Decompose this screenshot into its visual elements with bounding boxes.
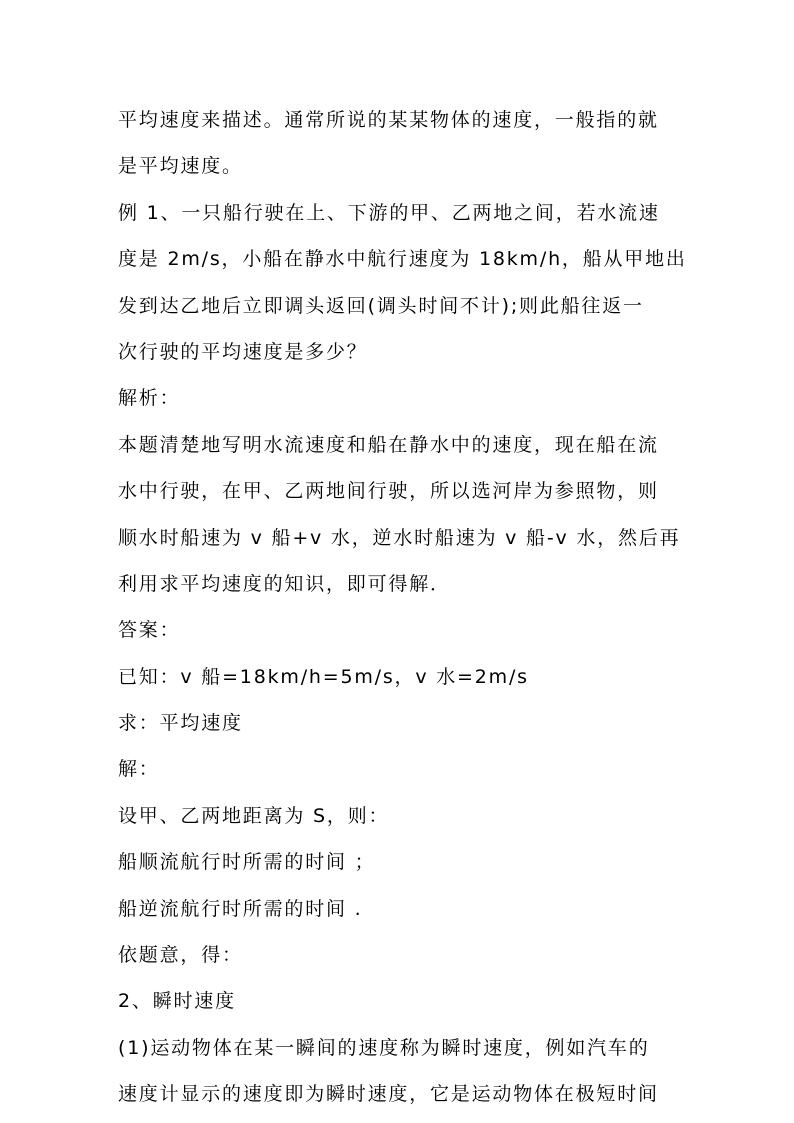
text-line: 求：平均速度	[118, 712, 243, 735]
section-heading: 2、瞬时速度	[118, 990, 236, 1013]
text-line: 依题意，得：	[118, 944, 243, 967]
text-line: 度是 2m/s，小船在静水中航行速度为 18km/h，船从甲地出	[118, 248, 687, 271]
text-line: 船顺流航行时所需的时间 ；	[118, 851, 376, 874]
text-line: 速度计显示的速度即为瞬时速度，它是运动物体在极短时间	[118, 1083, 659, 1106]
text-line: 水中行驶，在甲、乙两地间行驶，所以选河岸为参照物，则	[118, 480, 659, 503]
text-line: 平均速度来描述。通常所说的某某物体的速度，一般指的就	[118, 109, 659, 131]
text-line: 是平均速度。	[118, 155, 243, 178]
section-heading: 解析：	[118, 387, 181, 410]
text-line: 发到达乙地后立即调头返回(调头时间不计);则此船往返一	[118, 294, 644, 317]
text-line: 顺水时船速为 v 船+v 水，逆水时船速为 v 船-v 水，然后再	[118, 526, 681, 549]
document-body	[118, 97, 687, 1118]
text-line: 本题清楚地写明水流速度和船在静水中的速度，现在船在流	[118, 433, 659, 456]
text-line: 利用求平均速度的知识，即可得解．	[118, 572, 451, 595]
text-line: 船逆流航行时所需的时间 .	[118, 897, 363, 920]
section-heading: 答案：	[118, 619, 181, 642]
text-line: 例 1、一只船行驶在上、下游的甲、乙两地之间，若水流速	[118, 201, 660, 224]
text-line: (1)运动物体在某一瞬间的速度称为瞬时速度，例如汽车的	[118, 1036, 650, 1059]
text-line: 设甲、乙两地距离为 S，则：	[118, 804, 390, 827]
section-heading: 解：	[118, 758, 160, 781]
text-line: 已知：v 船=18km/h=5m/s，v 水=2m/s	[118, 665, 529, 688]
text-line: 次行驶的平均速度是多少？	[118, 340, 368, 363]
